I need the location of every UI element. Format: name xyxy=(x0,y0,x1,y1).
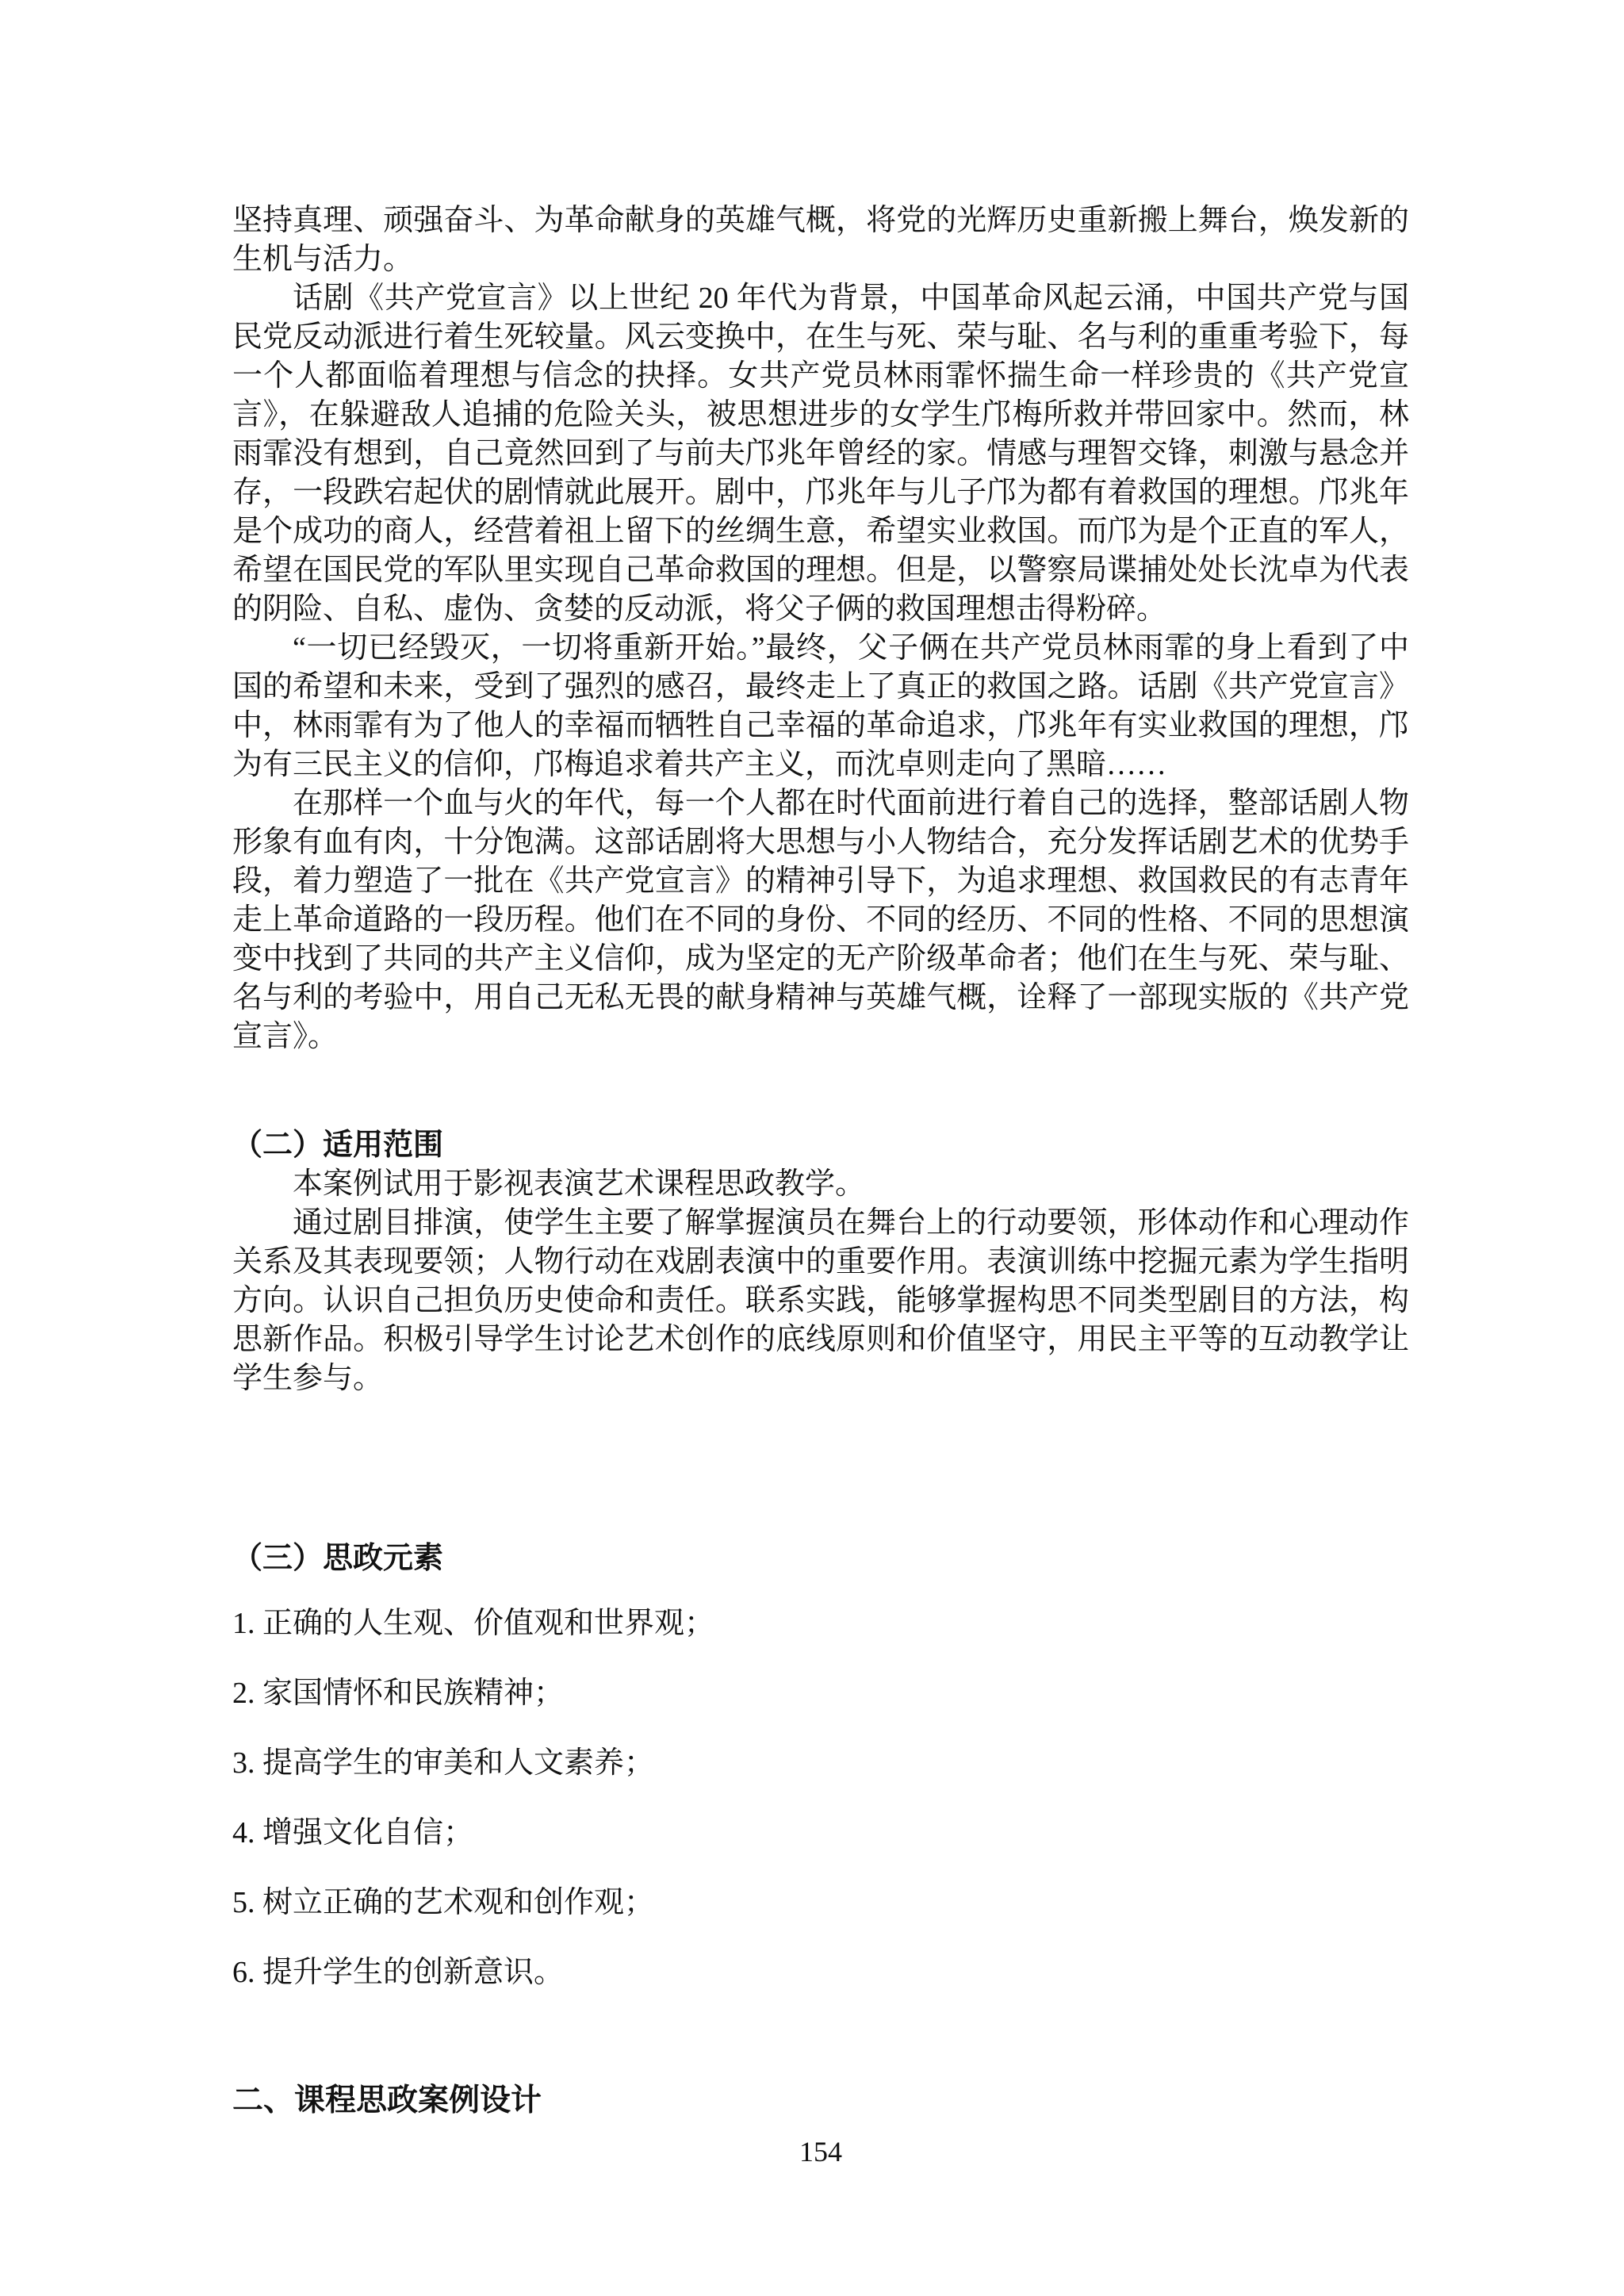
intro-paragraph-quote: “一切已经毁灭，一切将重新开始。”最终，父子俩在共产党员林雨霏的身上看到了中国的希望和未来，受到了强烈的感召，最终走上了真正的救国之路。话剧《共产党宣言》中，林雨霏有为了他人的幸福而牺牲自己幸福的革命追求，邝兆年有实业救国的理想，邝为有三民主义的信仰，邝梅追求着共产主义，而沈卓则走向了黑暗…… xyxy=(232,631,1409,781)
page-number: 154 xyxy=(799,2136,842,2168)
ideology-element-list xyxy=(232,1604,1409,1992)
scope-paragraph-2: 通过剧目排演，使学生主要了解掌握演员在舞台上的行动要领，形体动作和心理动作关系及其表现要领；人物行动在戏剧表演中的重要作用。表演训练中挖掘元素为学生指明方向。认识自己担负历史使命和责任。联系实践，能够掌握构思不同类型剧目的方法，构思新作品。积极引导学生讨论艺术创作的底线原则和价值坚守，用民主平等的互动教学让学生参与。 xyxy=(232,1206,1409,1395)
section-title-ideology: （三）思政元素 xyxy=(232,1542,444,1575)
ideology-item-1: 1. 正确的人生观、价值观和世界观； xyxy=(232,1607,715,1640)
ideology-item-6: 6. 提升学生的创新意识。 xyxy=(232,1956,565,1989)
ideology-item-5: 5. 树立正确的艺术观和创作观； xyxy=(232,1886,655,1919)
scope-paragraph-1: 本案例试用于影视表演艺术课程思政教学。 xyxy=(293,1167,866,1201)
intro-paragraph-continuation: 坚持真理、顽强奋斗、为革命献身的英雄气概，将党的光辉历史重新搬上舞台，焕发新的生机与活力。 xyxy=(232,204,1409,276)
text-block xyxy=(232,201,1409,2168)
ideology-item-2: 2. 家国情怀和民族精神； xyxy=(232,1677,565,1710)
next-section-heading: 二、课程思政案例设计 xyxy=(232,2083,542,2118)
section-title-scope: （二）适用范围 xyxy=(232,1129,444,1162)
intro-paragraph-summary: 在那样一个血与火的年代，每一个人都在时代面前进行着自己的选择，整部话剧人物形象有血有肉，十分饱满。这部话剧将大思想与小人物结合，充分发挥话剧艺术的优势手段，着力塑造了一批在《共产党宣言》的精神引导下，为追求理想、救国救民的有志青年走上革命道路的一段历程。他们在不同的身份、不同的经历、不同的性格、不同的思想演变中找到了共同的共产主义信仰，成为坚定的无产阶级革命者；他们在生与死、荣与耻、名与利的考验中，用自己无私无畏的献身精神与英雄气概，诠释了一部现实版的《共产党宣言》。 xyxy=(232,787,1409,1053)
intro-paragraph-synopsis: 话剧《共产党宣言》以上世纪 20 年代为背景，中国革命风起云涌，中国共产党与国民党反动派进行着生死较量。风云变换中，在生与死、荣与耻、名与利的重重考验下，每一个人都面临着理想与信念的抉择。女共产党员林雨霏怀揣生命一样珍贵的《共产党宣言》，在躲避敌人追捕的危险关头，被思想进步的女学生邝梅所救并带回家中。然而，林雨霏没有想到，自己竟然回到了与前夫邝兆年曾经的家。情感与理智交锋，刺激与悬念并存，一段跌宕起伏的剧情就此展开。剧中，邝兆年与儿子邝为都有着救国的理想。邝兆年是个成功的商人，经营着祖上留下的丝绸生意，希望实业救国。而邝为是个正直的军人，希望在国民党的军队里实现自己革命救国的理想。但是，以警察局谍捕处处长沈卓为代表的阴险、自私、虚伪、贪婪的反动派，将父子俩的救国理想击得粉碎。 xyxy=(232,282,1409,626)
ideology-item-4: 4. 增强文化自信； xyxy=(232,1816,474,1849)
ideology-item-3: 3. 提高学生的审美和人文素养； xyxy=(232,1746,655,1780)
